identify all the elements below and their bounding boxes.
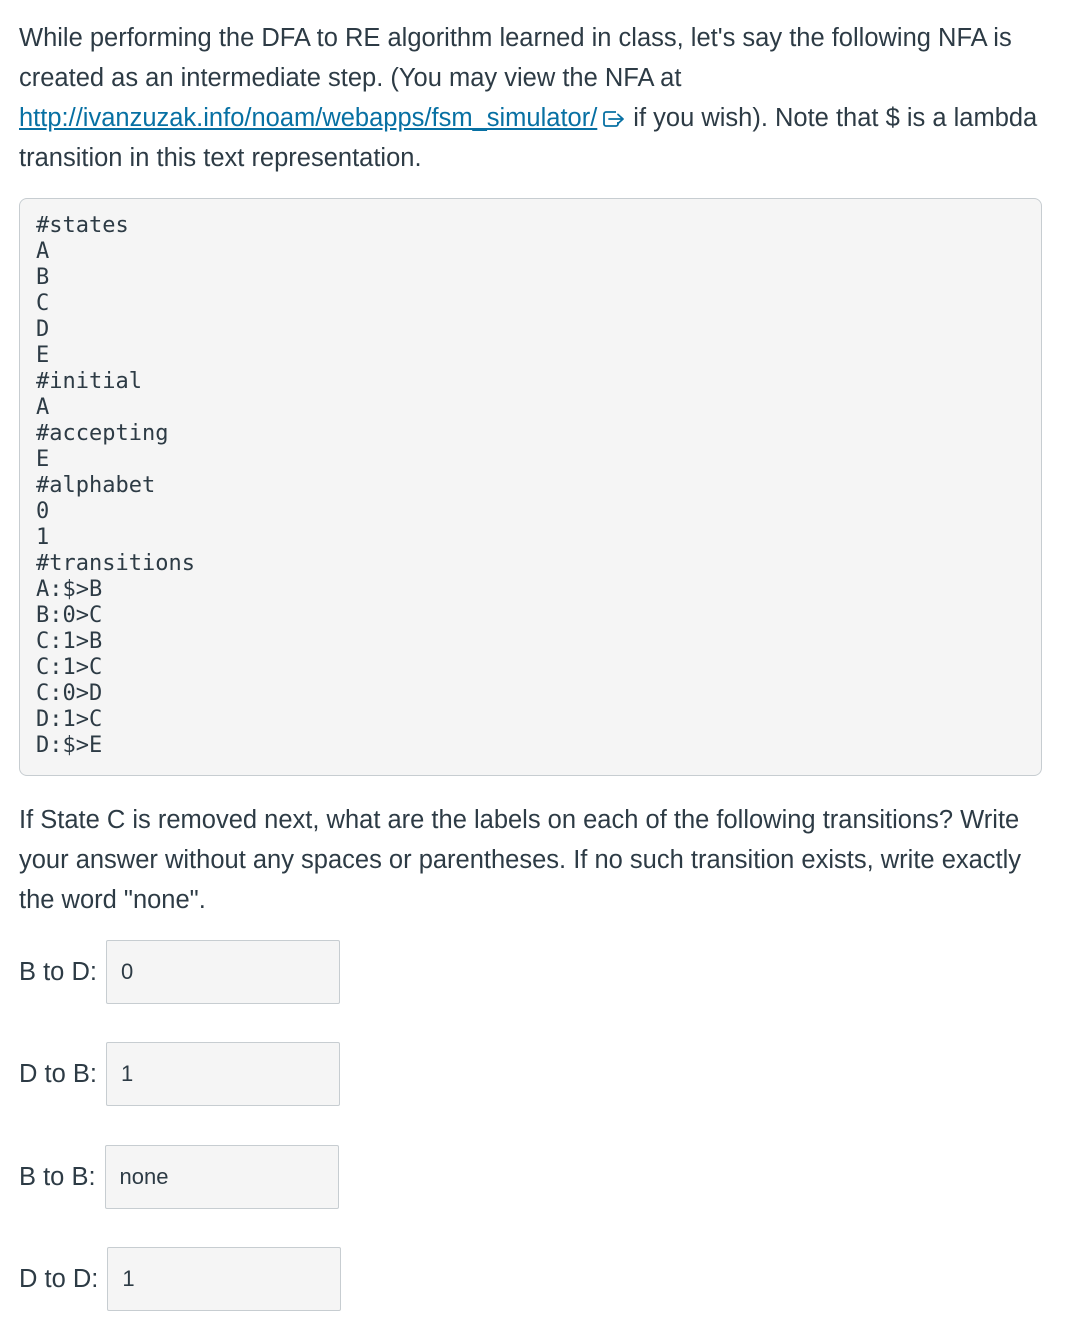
answer-label-b-to-d: B to D: [19, 957, 97, 986]
answer-input-b-to-b[interactable] [105, 1145, 339, 1209]
nfa-code-block [19, 198, 1042, 776]
external-link-icon[interactable] [603, 110, 625, 128]
question-text: If State C is removed next, what are the labels on each of the following transitions? Write your answer without any spaces or parentheses. If no such transition exists, write exactly the word "none". [19, 806, 1022, 914]
answer-row-b-to-d [19, 940, 340, 1004]
answer-input-d-to-d[interactable] [107, 1247, 341, 1311]
intro-text-after: if you wish). Note that $ is a lambda transition in this text representation. [19, 104, 1038, 172]
answer-label-d-to-d: D to D: [19, 1264, 99, 1293]
answer-input-d-to-b[interactable] [106, 1042, 340, 1106]
answer-label-b-to-b: B to B: [19, 1162, 96, 1191]
intro-paragraph [19, 18, 1054, 178]
answer-input-b-to-d[interactable] [106, 940, 340, 1004]
answer-row-d-to-b [19, 1042, 340, 1106]
answer-label-d-to-b: D to B: [19, 1059, 97, 1088]
answer-row-b-to-b [19, 1145, 339, 1209]
answer-row-d-to-d [19, 1247, 341, 1311]
nfa-code-text: #states A B C D E #initial A #accepting E #alphabet 0 1 #transitions A:$>B B:0>C C:1>B C:1>C C:0>D D:1>C D:$>E [36, 213, 195, 758]
intro-text-before: While performing the DFA to RE algorithm learned in class, let's say the following NFA is created as an intermediate step. (You may view the NFA at [19, 24, 1012, 92]
fsm-simulator-link[interactable]: http://ivanzuzak.info/noam/webapps/fsm_simulator/ [19, 104, 598, 132]
